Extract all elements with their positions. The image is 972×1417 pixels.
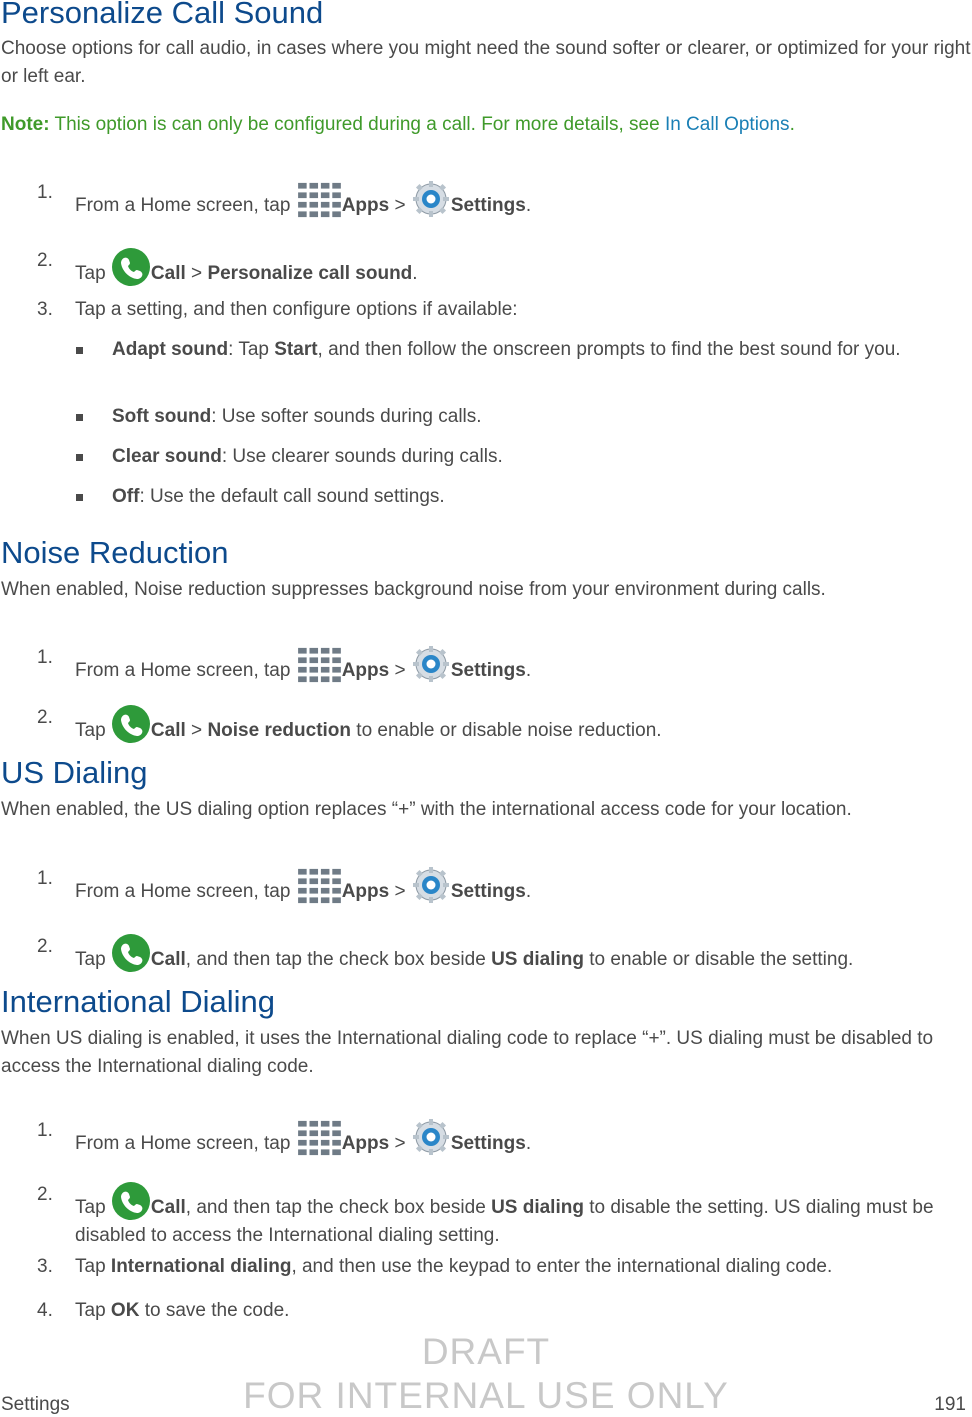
note-end: . [789,114,795,135]
step-text: Tap [75,1300,111,1321]
step-number: 4. [37,1300,53,1321]
punctuation: . [525,881,532,902]
step-number: 3. [37,1256,53,1277]
bullet-marker [76,454,83,461]
heading-international-dialing: International Dialing [1,984,276,1019]
apps-label: Apps [341,660,390,681]
separator: > [389,195,411,216]
step-number: 1. [37,1120,53,1141]
bullet-text: : Use softer sounds during calls. [211,406,482,427]
intro-noise-reduction: When enabled, Noise reduction suppresses background noise from your environment during calls. [1,579,826,600]
phone-call-icon [111,704,151,744]
settings-label: Settings [450,1133,526,1154]
phone-call-icon [111,933,151,973]
step-text: From a Home screen, tap [75,660,296,681]
step-text: , and then tap the check box beside [185,1197,492,1218]
note-paragraph [1,111,971,139]
step-text: Tap a setting, and then configure options if available: [75,299,518,320]
separator: > [185,263,208,284]
ok-label: OK [110,1300,140,1321]
settings-label: Settings [450,881,526,902]
step-number: 2. [37,250,53,271]
apps-grid-icon [296,1119,342,1157]
bullet-term: Clear sound [112,446,222,467]
step-number: 2. [37,1184,53,1205]
call-label: Call [150,263,186,284]
bullet-text: , and then follow the onscreen prompts to find the best sound for you. [317,339,901,360]
phone-call-icon [111,1181,151,1221]
bullet-marker [76,414,83,421]
in-call-options-link[interactable]: In Call Options [664,114,790,135]
step-text: Tap [75,1256,111,1277]
apps-grid-icon [296,646,342,684]
settings-gear-icon [411,644,451,684]
separator: > [389,1133,411,1154]
separator: > [389,881,411,902]
punctuation: . [525,195,532,216]
step-text: From a Home screen, tap [75,195,296,216]
intro-personalize-call-sound: Choose options for call audio, in cases where you might need the sound softer or clearer, or optimized for your right or left ear. [1,38,971,87]
step-number: 2. [37,936,53,957]
apps-grid-icon [296,181,342,219]
step-number: 2. [37,707,53,728]
noise-reduction-label: Noise reduction [207,720,352,741]
internal-use-watermark: FOR INTERNAL USE ONLY [243,1375,729,1416]
separator: > [389,660,411,681]
step-text: , and then use the keypad to enter the international dialing code. [291,1256,833,1277]
apps-grid-icon [296,867,342,905]
us-dialing-label: US dialing [491,1197,584,1218]
separator: > [185,720,208,741]
apps-label: Apps [341,195,390,216]
step-text: to save the code. [139,1300,290,1321]
punctuation: . [525,660,532,681]
bullet-text: : Use the default call sound settings. [139,486,445,507]
apps-label: Apps [341,1133,390,1154]
step-text: to disable the setting. US dialing must be disabled to access the International dialing setting. [75,1197,934,1246]
start-label: Start [274,339,318,360]
intro-us-dialing: When enabled, the US dialing option replaces “+” with the international access code for your location. [1,799,852,820]
bullet-marker [76,347,83,354]
personalize-call-sound-label: Personalize call sound [207,263,413,284]
step-text: From a Home screen, tap [75,881,296,902]
step-text: Tap [75,949,111,970]
step-text: Tap [75,720,111,741]
heading-us-dialing: US Dialing [1,755,148,790]
step-text: to enable or disable the setting. [583,949,854,970]
draft-watermark: DRAFT [421,1331,551,1372]
settings-gear-icon [411,865,451,905]
note-text: This option is can only be configured during a call. For more details, see [49,114,665,135]
footer-section-name: Settings [1,1394,70,1415]
apps-label: Apps [341,881,390,902]
step-text: , and then tap the check box beside [185,949,492,970]
bullet-term: Adapt sound [112,339,229,360]
punctuation: . [412,263,418,284]
settings-label: Settings [450,660,526,681]
phone-call-icon [111,247,151,287]
heading-personalize-call-sound: Personalize Call Sound [1,0,324,30]
bullet-marker [76,494,83,501]
call-label: Call [150,949,186,970]
note-label: Note: [1,114,50,135]
footer-page-number: 191 [934,1394,966,1415]
step-text: Tap [75,263,111,284]
intro-international-dialing: When US dialing is enabled, it uses the International dialing code to replace “+”. US dialing must be disabled to access the International dialing code. [1,1028,934,1077]
bullet-text: : Tap [228,339,275,360]
settings-label: Settings [450,195,526,216]
settings-gear-icon [411,1117,451,1157]
step-text: Tap [75,1197,111,1218]
step-number: 1. [37,868,53,889]
heading-noise-reduction: Noise Reduction [1,535,229,570]
international-dialing-label: International dialing [110,1256,292,1277]
call-label: Call [150,720,186,741]
step-number: 3. [37,299,53,320]
bullet-text: : Use clearer sounds during calls. [221,446,503,467]
step-number: 1. [37,647,53,668]
step-number: 1. [37,182,53,203]
step-text: From a Home screen, tap [75,1133,296,1154]
punctuation: . [525,1133,532,1154]
call-label: Call [150,1197,186,1218]
step-text: to enable or disable noise reduction. [351,720,662,741]
bullet-term: Off [112,486,140,507]
us-dialing-label: US dialing [491,949,584,970]
bullet-term: Soft sound [112,406,212,427]
settings-gear-icon [411,179,451,219]
